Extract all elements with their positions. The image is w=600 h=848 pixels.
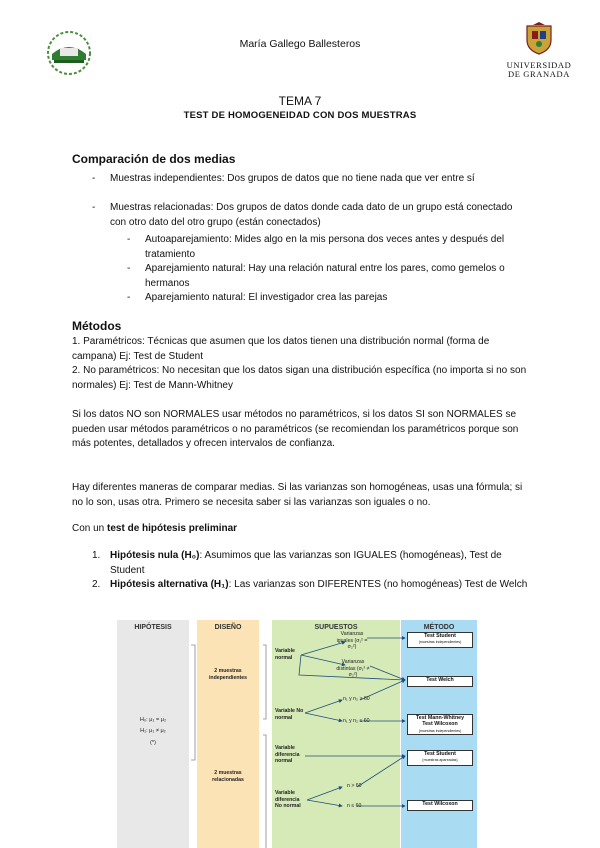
intro-text: Con un [72, 523, 108, 534]
preliminary-test-intro [72, 522, 532, 537]
method-student-paired [407, 750, 473, 766]
intro-bold: test de hipótesis preliminar [107, 523, 238, 534]
coat-of-arms-icon [524, 22, 554, 56]
method-note: (muestras apareadas) [422, 758, 458, 763]
method-label: Test Student [424, 633, 456, 639]
paired-size-small: n ≤ 60 [347, 803, 362, 809]
var-diff-normal: Variable diferencia normal [275, 745, 300, 764]
bullet-independent: - Muestras independientes: Dos grupos de datos que no tiene nada que ver entre sí [92, 173, 475, 184]
bullet-text: Muestras independientes: Dos grupos de datos que no tiene nada que ver entre sí [110, 173, 475, 184]
left-logo [40, 30, 98, 76]
method-student [407, 632, 473, 648]
header-assumptions: SUPUESTOS [314, 624, 358, 631]
sub-bullet-investigator-pairing: - Aparejamiento natural: El investigador crea las parejas [127, 292, 388, 303]
sample-size-large: n₁ y n₂ > 60 [343, 696, 370, 702]
hypothesis-note: (*) [150, 740, 156, 746]
sub-bullet-text: Autoaparejamiento: Mides algo en la mis persona dos veces antes y después del tratamiento [145, 234, 505, 260]
university-logo [505, 22, 573, 94]
design-independent: 2 muestras independientes [208, 668, 248, 681]
section-heading-comparison: Comparación de dos medias [72, 152, 236, 166]
method-label: Test Welch [426, 677, 454, 683]
hypothesis-null: 1. Hipótesis nula (H₀): Asumimos que las varianzas son IGUALES (homogéneas), Test de Student [92, 550, 502, 576]
sub-bullet-natural-pairing: - Aparejamiento natural: Hay una relación natural entre los pares, como gemelos o hermanos [127, 263, 505, 289]
var-normal: Variable normal [275, 648, 295, 661]
header-hypothesis: HIPÓTESIS [134, 624, 172, 631]
var-no-normal: Variable No normal [275, 708, 304, 721]
hypothesis-alternative: 2. Hipótesis alternativa (H₁): Las varianzas son DIFERENTES (no homogéneas) Test de Welch [92, 579, 528, 590]
method-welch [407, 676, 473, 687]
normality-paragraph: Si los datos NO son NORMALES usar métodos no paramétricos, si los datos SI son NORMALES se pueden usar métodos paramétricos o no paramétricos (se recomiendan los paramétricos porque son más potentes, detallados y ofrecen intervalos de confianza. [72, 409, 519, 449]
hypothesis-h0: H₀: μ₁ = μ₂ [139, 717, 167, 723]
topic-number: TEMA 7 [278, 94, 322, 108]
sub-bullet-text: Aparejamiento natural: El investigador crea las parejas [145, 292, 388, 303]
var-diff-no-normal: Variable diferencia No normal [275, 790, 301, 809]
method-label-2: Test Wilcoxon [422, 721, 458, 728]
null-text: : Asumimos que las varianzas son IGUALES (homogéneas), Test de Student [110, 550, 502, 576]
section-heading-methods: Métodos [72, 319, 122, 333]
header-method: MÉTODO [423, 624, 455, 631]
method-note: (muestras independientes) [418, 728, 462, 733]
university-name-line2: DE GRANADA [508, 69, 570, 79]
header-design: DISEÑO [214, 624, 242, 631]
unequal-variances: Varianzas distintas (σ₁² ≠ σ₂²) [336, 659, 370, 678]
method-label: Test Wilcoxon [422, 801, 458, 807]
equal-variances: Varianzas iguales (σ₁² = σ₂²) [336, 631, 368, 650]
alt-label: Hipótesis alternativa (H₁) [110, 579, 229, 590]
methods-nonparametric: 2. No paramétricos: No necesitan que los datos sigan una distribución específica (no importa si no son normales) Ej: Test de Mann-Whitney [72, 365, 527, 391]
method-label: Test Student [424, 751, 456, 757]
method-label: Test Mann-Whitney [415, 715, 465, 721]
sub-bullet-self-pairing: - Autoaparejamiento: Mides algo en la mis persona dos veces antes y después del tratamiento [127, 234, 505, 260]
methods-parametric: 1. Paramétricos: Técnicas que asumen que los datos tienen una distribución normal (forma de campana) Ej: Test de Student [72, 336, 490, 362]
design-related: 2 muestras relacionadas [212, 770, 244, 783]
bullet-related: - Muestras relacionadas: Dos grupos de datos donde cada dato de un grupo está conectado con otro dato del otro grupo (están conectados) [92, 202, 513, 228]
bullet-text: Muestras relacionadas: Dos grupos de datos donde cada dato de un grupo está conectado con otro dato del otro grupo (están conectados) [110, 202, 513, 228]
topic-title: TEST DE HOMOGENEIDAD CON DOS MUESTRAS [183, 110, 417, 121]
hypothesis-h1: H₁: μ₁ ≠ μ₂ [140, 728, 166, 734]
author-name: María Gallego Ballesteros [239, 38, 361, 50]
method-note: (muestras independientes) [418, 640, 462, 645]
method-wilcoxon [407, 800, 473, 811]
alt-text: : Las varianzas son DIFERENTES (no homogéneas) Test de Welch [228, 579, 528, 590]
hypothesis-test-diagram [117, 620, 477, 848]
university-name-line1: UNIVERSIDAD [506, 60, 572, 70]
variance-paragraph: Hay diferentes maneras de comparar medias. Si las varianzas son homogéneas, usas una fórmula; si no lo son, usas otra. Primero se necesita saber si las varianzas son iguales o no. [72, 482, 523, 508]
sub-bullet-text: Aparejamiento natural: Hay una relación natural entre los pares, como gemelos o hermanos [145, 263, 505, 289]
sample-size-small: n₁ y n₂ ≤ 60 [343, 718, 370, 724]
null-label: Hipótesis nula (H₀) [110, 550, 200, 561]
paired-size-large: n > 60 [347, 783, 362, 789]
method-mann-whitney [407, 714, 473, 735]
